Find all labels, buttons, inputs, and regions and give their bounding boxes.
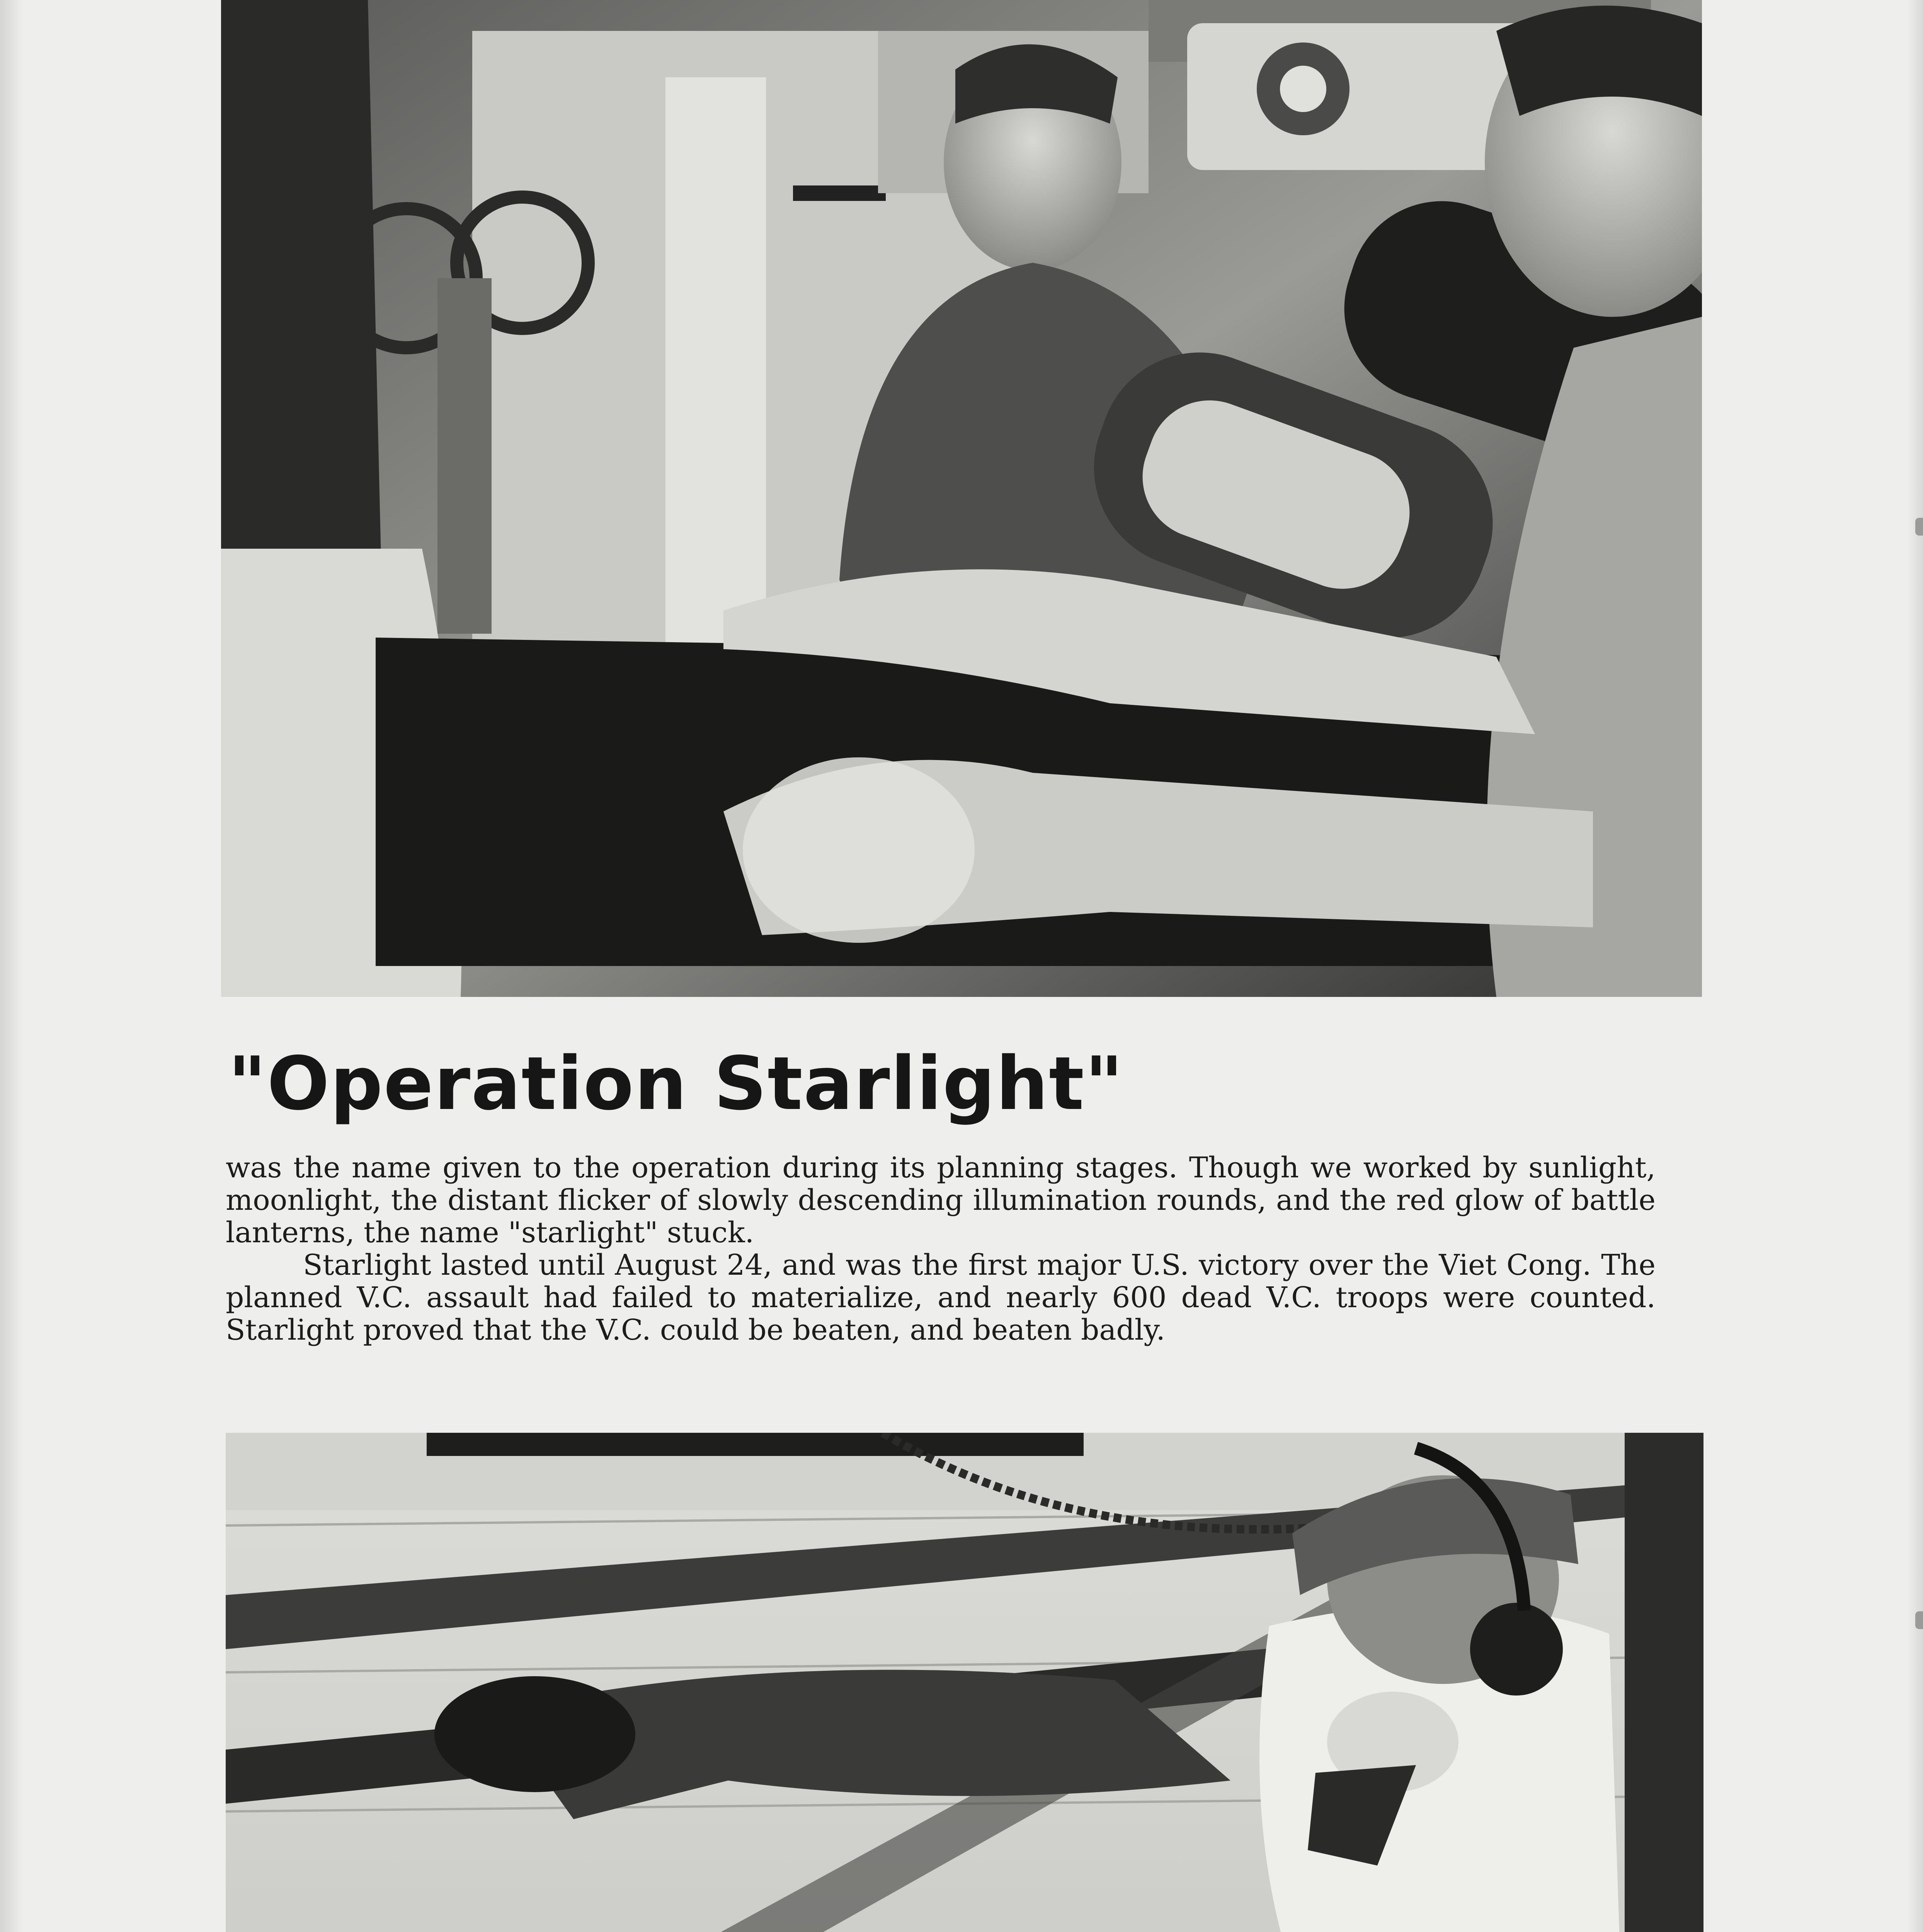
binding-hole [1915,518,1923,536]
photo-phone-talker [226,1433,1703,1932]
article-paragraph: Starlight lasted until August 24, and was the first major U.S. victory over the Viet Cong. The planned V.C. assault had failed to materialize, and nearly 600 dead V.C. troops were counted. Starlight proved that the V.C. could be beaten, and beaten badly. [226,1248,1656,1347]
page-edge [0,0,23,1932]
article-paragraph: was the name given to the operation during its planning stages. Though we worked by sunlight, moonlight, the distant flicker of slowly descending illumination rounds, and the red glow of battle lanterns, the name "starlight" stuck. [226,1151,1656,1249]
photo-gun-crew [221,0,1702,997]
page-edge-right [1908,0,1923,1932]
article-body [226,1151,1656,1346]
article-heading: "Operation Starlight" [228,1041,1124,1126]
binding-hole [1915,1611,1923,1629]
